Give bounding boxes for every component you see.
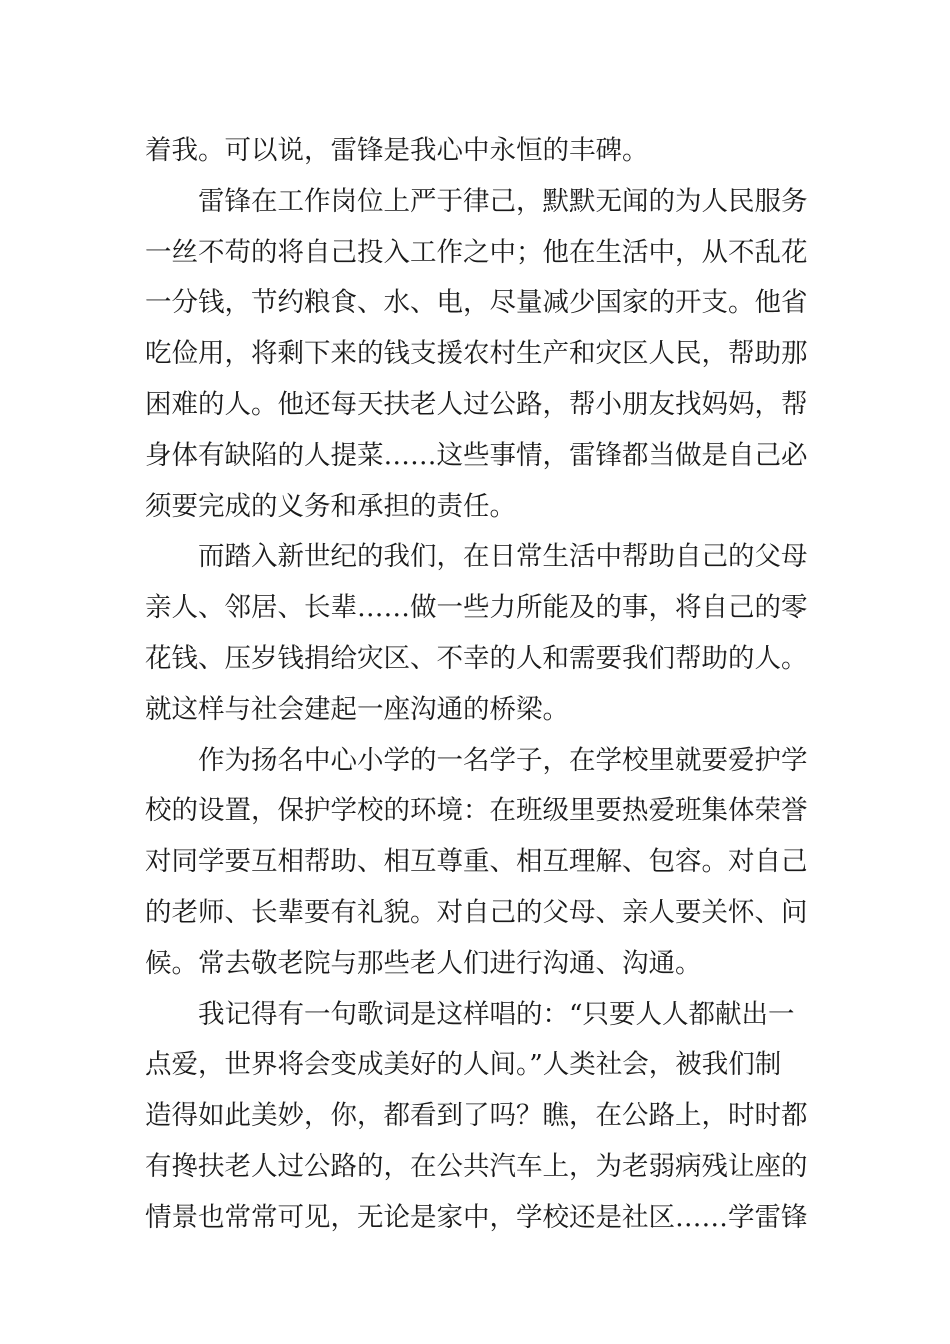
text-line: 作为扬名中心小学的一名学子，在学校里就要爱护学 — [198, 744, 808, 776]
text-line: 我记得有一句歌词是这样唱的：“只要人人都献出一 — [198, 998, 795, 1030]
text-line: 点爱，世界将会变成美好的人间。”人类社会，被我们制 — [145, 1049, 782, 1081]
text-line: 造得如此美妙，你，都看到了吗？瞧，在公路上，时时都 — [145, 1100, 808, 1132]
text-line: 候。常去敬老院与那些老人们进行沟通、沟通。 — [145, 947, 702, 979]
body-text — [145, 126, 813, 1244]
text-line: 的老师、长辈要有礼貌。对自己的父母、亲人要关怀、问 — [145, 896, 808, 928]
text-line: 而踏入新世纪的我们，在日常生活中帮助自己的父母 — [198, 541, 808, 573]
text-line: 困难的人。他还每天扶老人过公路，帮小朋友找妈妈，帮 — [145, 388, 808, 420]
text-line: 对同学要互相帮助、相互尊重、相互理解、包容。对自己 — [145, 846, 808, 878]
text-line: 一分钱，节约粮食、水、电，尽量减少国家的开支。他省 — [145, 287, 808, 319]
text-line: 情景也常常可见，无论是家中，学校还是社区……学雷锋 — [145, 1201, 808, 1233]
text-line: 身体有缺陷的人提菜……这些事情，雷锋都当做是自己必 — [145, 439, 808, 471]
text-line: 就这样与社会建起一座沟通的桥梁。 — [145, 693, 569, 725]
text-line: 一丝不苟的将自己投入工作之中；他在生活中，从不乱花 — [145, 236, 808, 268]
text-line: 吃俭用，将剩下来的钱支援农村生产和灾区人民，帮助那 — [145, 338, 808, 370]
text-line: 须要完成的义务和承担的责任。 — [145, 490, 516, 522]
text-line: 雷锋在工作岗位上严于律己，默默无闻的为人民服务 — [198, 185, 808, 217]
text-line: 花钱、压岁钱捐给灾区、不幸的人和需要我们帮助的人。 — [145, 642, 808, 674]
text-line: 着我。可以说，雷锋是我心中永恒的丰碑。 — [145, 135, 649, 166]
text-line: 亲人、邻居、长辈……做一些力所能及的事，将自己的零 — [145, 592, 808, 624]
text-line: 有搀扶老人过公路的，在公共汽车上，为老弱病残让座的 — [145, 1150, 808, 1182]
text-line: 校的设置，保护学校的环境：在班级里要热爱班集体荣誉 — [145, 795, 808, 827]
